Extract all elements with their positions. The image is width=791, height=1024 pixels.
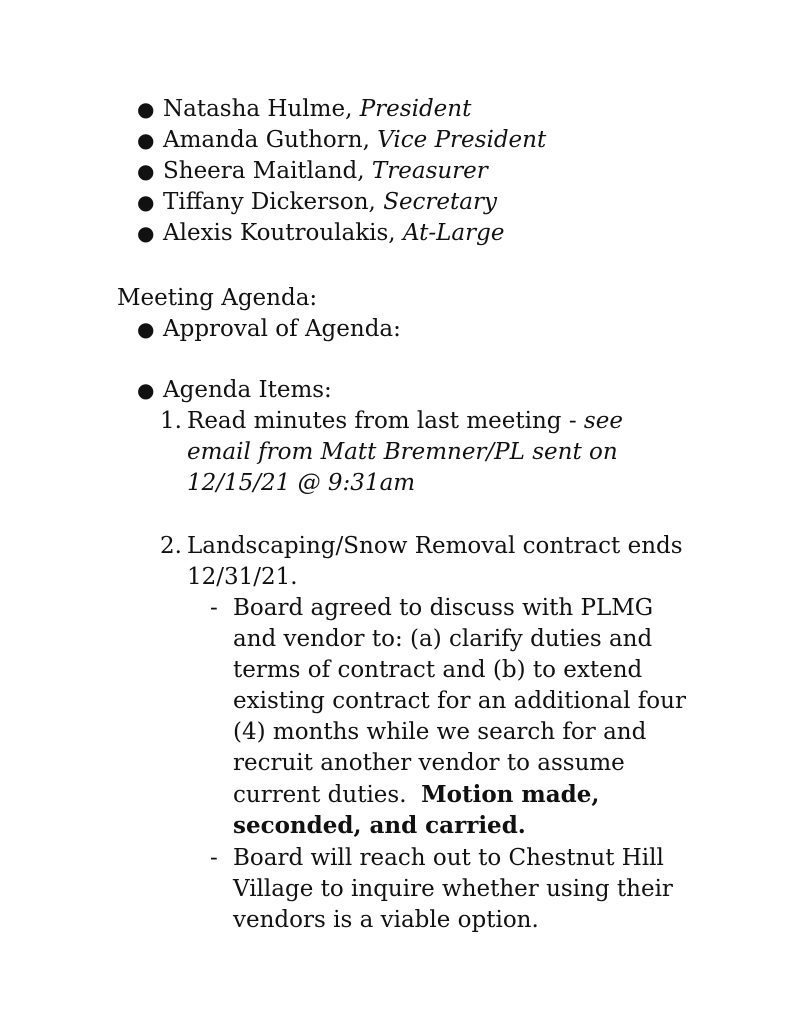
dash-marker: - <box>210 595 218 621</box>
sub1-line: current duties. Motion made, <box>233 781 600 808</box>
agenda-heading: Meeting Agenda: <box>117 285 318 311</box>
bullet-icon: ● <box>137 378 155 402</box>
approval-item: Approval of Agenda: <box>163 316 401 342</box>
item1-line3: 12/15/21 @ 9:31am <box>187 470 416 496</box>
bullet-icon: ● <box>137 317 155 341</box>
sub1-line: recruit another vendor to assume <box>233 750 625 776</box>
item2-line2: 12/31/21. <box>187 564 298 590</box>
item1-line2: email from Matt Bremner/PL sent on <box>187 439 618 465</box>
item1-line1: Read minutes from last meeting - see <box>187 408 623 434</box>
item-number: 2. <box>160 533 182 559</box>
bullet-icon: ● <box>137 97 155 121</box>
officer-item: Natasha Hulme, President <box>163 96 472 122</box>
dash-marker: - <box>210 845 218 871</box>
sub1-line: existing contract for an additional four <box>233 688 686 714</box>
officer-item: Amanda Guthorn, Vice President <box>163 127 547 153</box>
officer-item: Tiffany Dickerson, Secretary <box>163 189 497 215</box>
agenda-items-heading: Agenda Items: <box>163 377 332 403</box>
sub1-line: Board agreed to discuss with PLMG <box>233 595 654 621</box>
bullet-icon: ● <box>137 128 155 152</box>
sub1-line: terms of contract and (b) to extend <box>233 657 643 683</box>
officer-item: Alexis Koutroulakis, At-Large <box>163 220 505 246</box>
sub2-line: Board will reach out to Chestnut Hill <box>233 845 664 871</box>
sub2-line: vendors is a viable option. <box>233 907 539 933</box>
bullet-icon: ● <box>137 221 155 245</box>
sub2-line: Village to inquire whether using their <box>233 876 673 902</box>
motion-text: seconded, and carried. <box>233 812 526 839</box>
item2-line1: Landscaping/Snow Removal contract ends <box>187 533 683 559</box>
bullet-icon: ● <box>137 159 155 183</box>
item-number: 1. <box>160 408 182 434</box>
bullet-icon: ● <box>137 190 155 214</box>
officer-item: Sheera Maitland, Treasurer <box>163 158 488 184</box>
sub1-line: and vendor to: (a) clarify duties and <box>233 626 653 652</box>
sub1-line: (4) months while we search for and <box>233 719 647 745</box>
